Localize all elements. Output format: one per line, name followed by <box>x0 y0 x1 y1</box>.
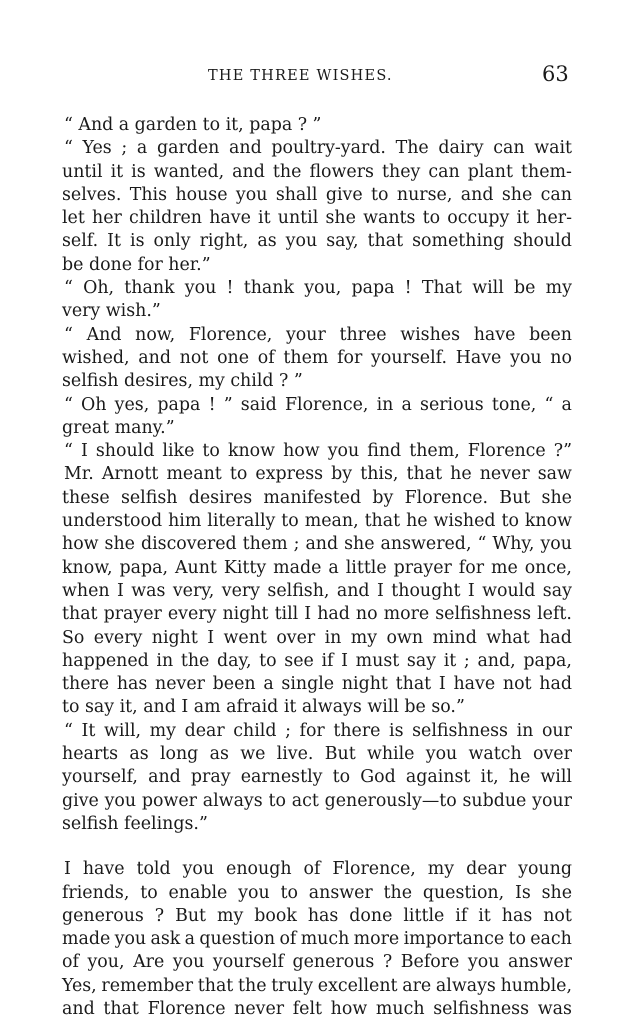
text-line: Mr. Arnott meant to express by this, that he never saw <box>64 464 572 485</box>
text-line: “ And a garden to it, papa ? ” <box>64 115 322 135</box>
body-text <box>62 114 572 1021</box>
running-title: THE THREE WISHES. <box>208 68 393 84</box>
text-line: wished, and not one of them for yourself. Have you no <box>62 347 572 368</box>
text-line: made you ask a question of much more importance to each <box>62 929 572 950</box>
text-line: So every night I went over in my own mind what had <box>62 627 572 648</box>
text-line: let her children have it until she wants to occupy it her- <box>62 208 572 229</box>
text-line: to say it, and I am afraid it always will be so.” <box>62 697 465 718</box>
text-line: generous ? But my book has done little if it has not <box>62 905 572 926</box>
text-line: when I was very, very selfish, and I thought I would say <box>62 580 572 601</box>
text-line: I have told you enough of Florence, my dear young <box>64 859 572 880</box>
text-line: happened in the day, to see if I must say it ; and, papa, <box>62 650 572 671</box>
text-line: “ Oh, thank you ! thank you, papa ! That will be my <box>64 278 572 299</box>
text-line: these selfish desires manifested by Florence. But she <box>62 487 572 508</box>
text-line: until it is wanted, and the flowers they can plant them- <box>62 161 572 182</box>
page-header <box>0 62 644 92</box>
text-line: “ And now, Florence, your three wishes have been <box>64 324 572 345</box>
text-line: selfish feelings.” <box>62 813 208 834</box>
text-line: Yes, remember that the truly excellent are always humble, <box>62 975 572 996</box>
text-line: selfish desires, my child ? ” <box>62 371 303 392</box>
text-line: of you, Are you yourself generous ? Before you answer <box>62 952 572 973</box>
text-line: hearts as long as we live. But while you watch over <box>62 744 572 765</box>
text-line: yourself, and pray earnestly to God against it, he will <box>62 767 572 788</box>
text-line: “ Oh yes, papa ! ” said Florence, in a serious tone, “ a <box>64 394 572 415</box>
text-line: “ Yes ; a garden and poultry-yard. The dairy can wait <box>64 138 572 159</box>
text-line: know, papa, Aunt Kitty made a little prayer for me once, <box>62 557 572 578</box>
text-line: “ I should like to know how you find them, Florence ?” <box>64 441 572 462</box>
text-line: there has never been a single night that I have not had <box>62 674 572 695</box>
text-line: how she discovered them ; and she answered, “ Why, you <box>62 534 572 555</box>
text-line: great many.” <box>62 417 175 438</box>
paragraph-gap <box>62 836 572 858</box>
text-line: that prayer every night till I had no more selfishness left. <box>62 604 572 625</box>
page-number: 63 <box>542 62 569 86</box>
text-line: selves. This house you shall give to nurse, and she can <box>62 184 572 205</box>
text-line: “ It will, my dear child ; for there is selfishness in our <box>64 720 572 741</box>
text-line: very wish.” <box>62 301 161 322</box>
text-line: give you power always to act generously—to subdue your <box>62 790 572 811</box>
text-line: self. It is only right, as you say, that something should <box>62 231 572 252</box>
text-line: friends, to enable you to answer the question, Is she <box>62 882 572 903</box>
text-line: understood him literally to mean, that he wished to know <box>62 511 572 532</box>
text-line: be done for her.” <box>62 254 211 275</box>
text-line: and that Florence never felt how much selfishness was <box>62 998 572 1019</box>
